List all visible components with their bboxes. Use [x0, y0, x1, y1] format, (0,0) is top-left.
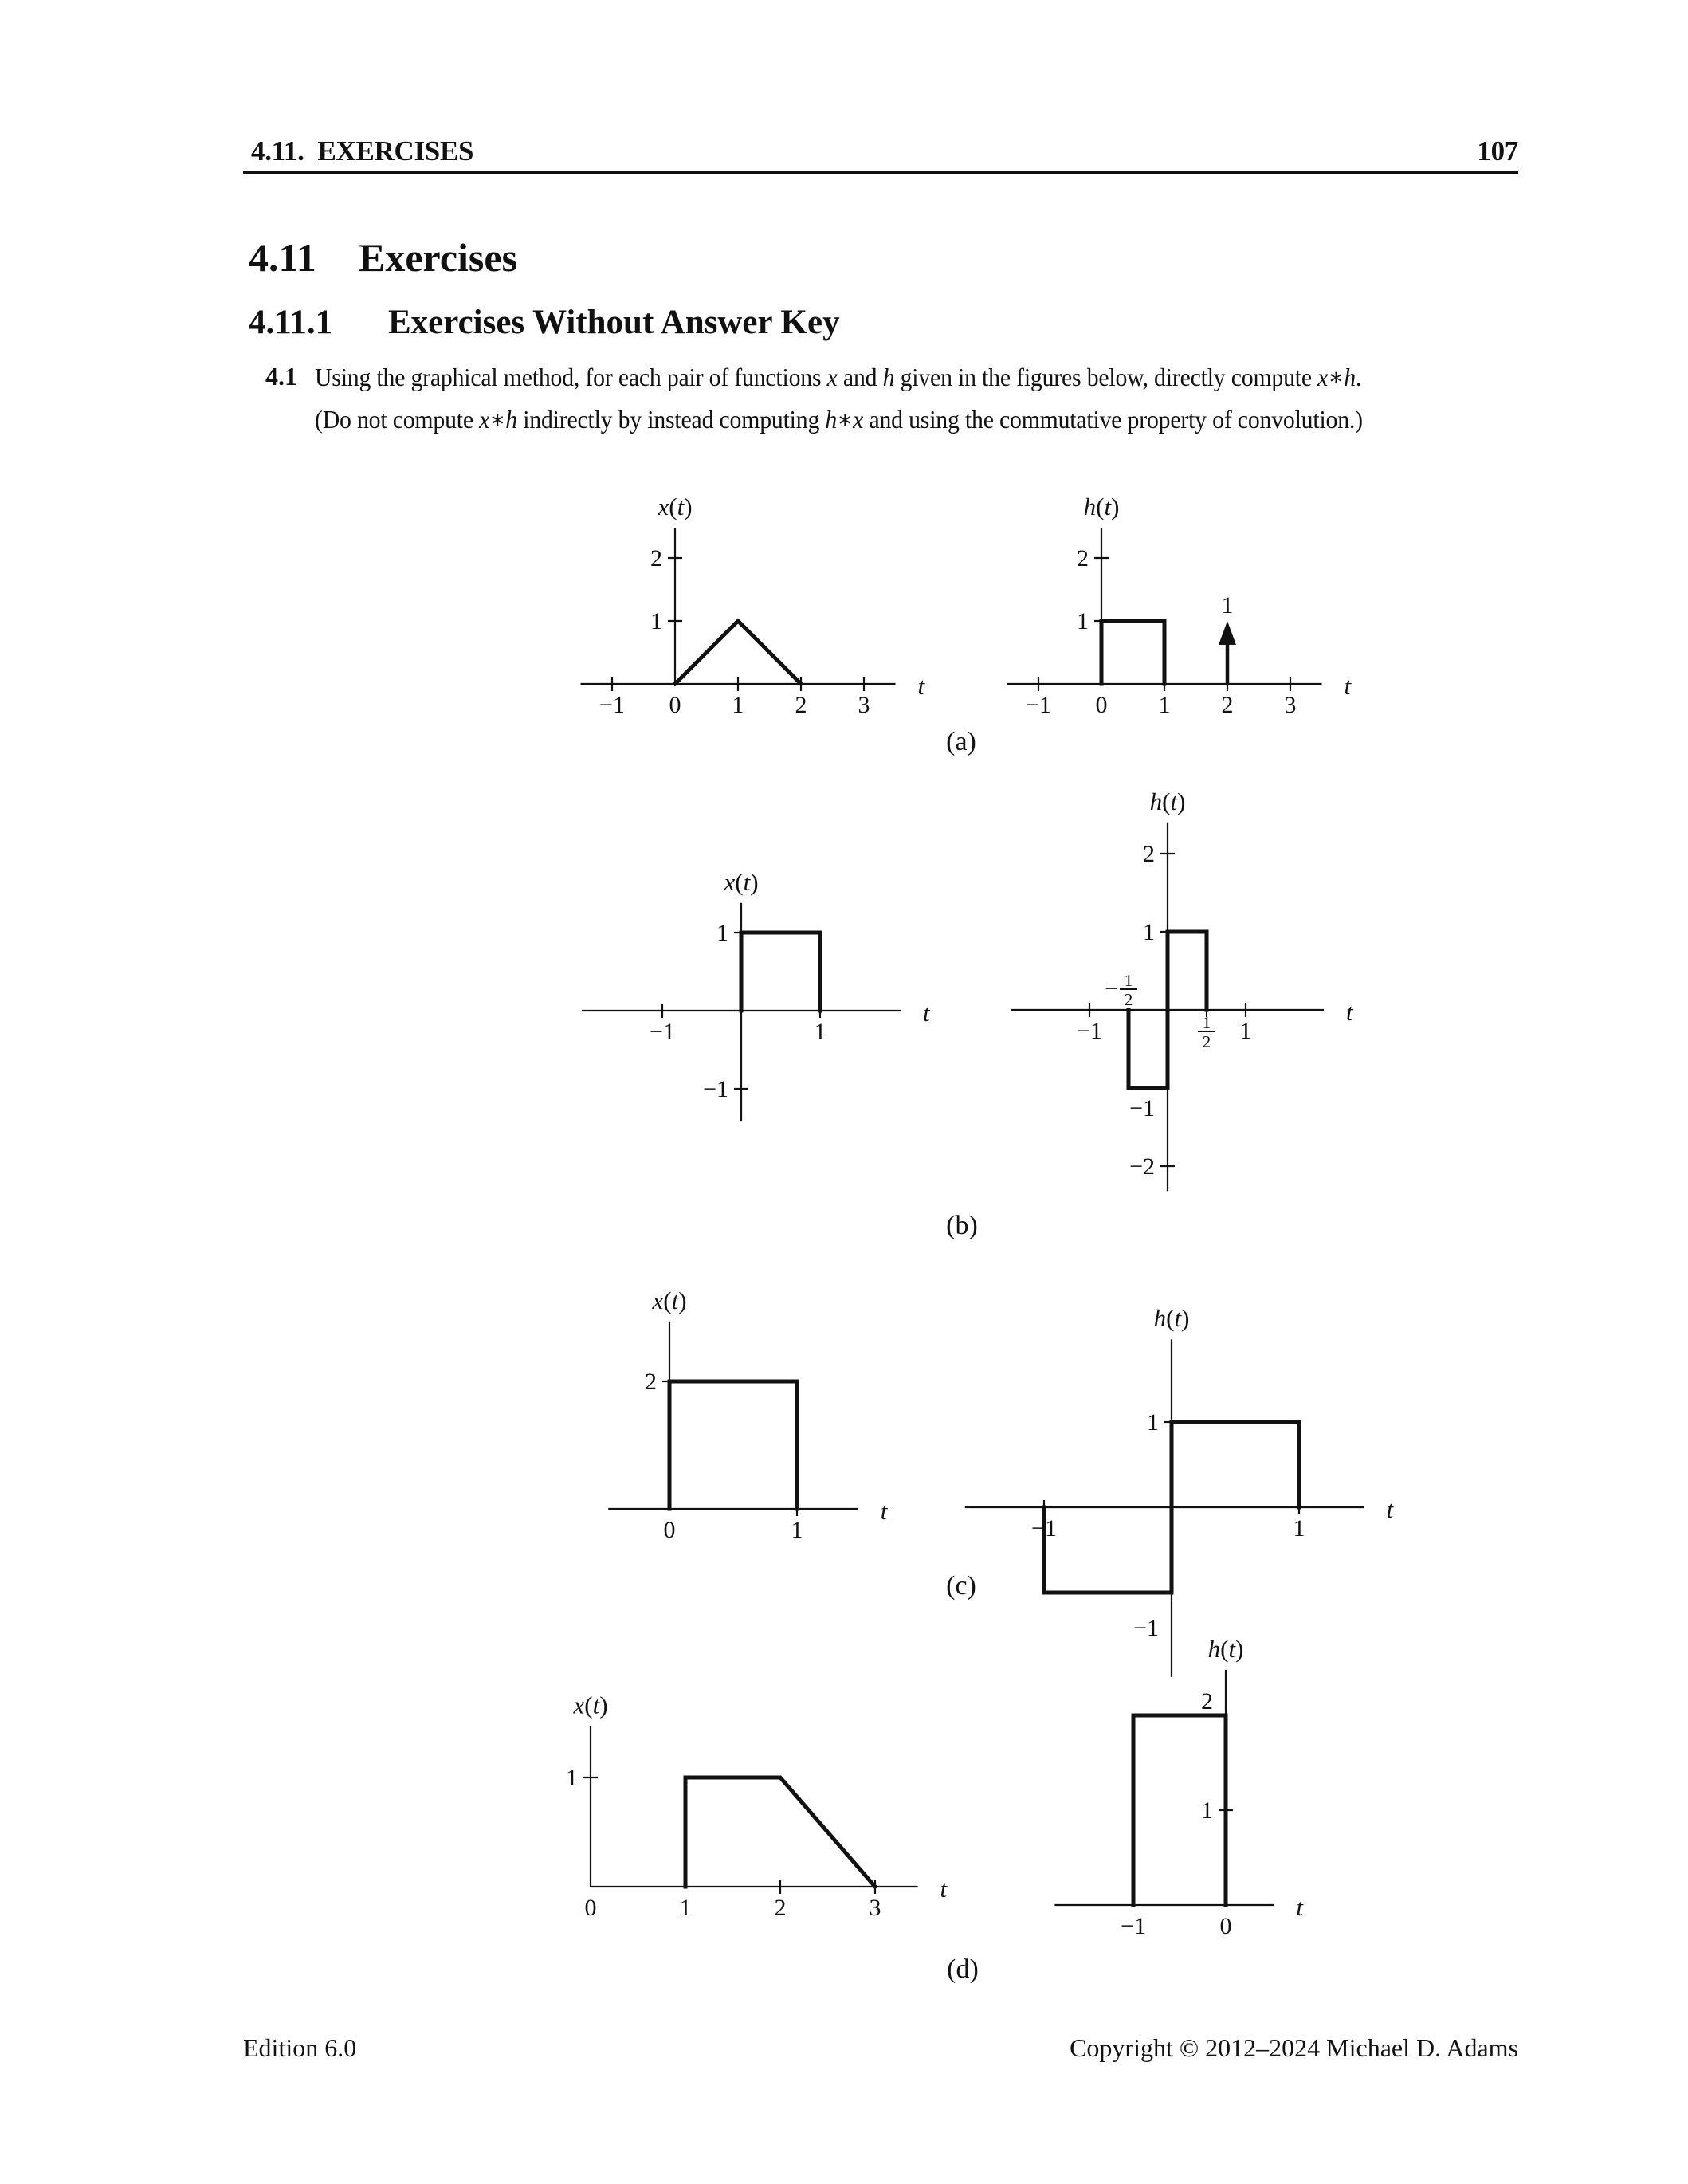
math-var: x [1317, 363, 1329, 391]
math-var: x [479, 405, 490, 434]
y-tick-label: 2 [645, 1369, 657, 1395]
math-var: x [853, 405, 864, 434]
x-tick-label: 2 [1221, 692, 1234, 718]
exercise-number: 4.1 [265, 362, 297, 391]
text-run: . [1355, 363, 1362, 391]
signal-curve [1101, 621, 1164, 684]
figure-caption-d: (d) [947, 1954, 979, 1984]
x-axis-name-d_x: t [940, 1875, 948, 1903]
x-tick-label: 2 [774, 1895, 787, 1921]
figure-caption-a: (a) [946, 727, 976, 756]
text-run: indirectly by instead computing [516, 405, 826, 434]
text-run: Using the graphical method, for each pair of functions [315, 363, 827, 391]
x-tick-label: 1 [1293, 1515, 1305, 1542]
x-tick-label: 1 [679, 1895, 692, 1921]
subsection-title: Exercises Without Answer Key [388, 304, 840, 341]
x-tick-label: 1 [732, 692, 744, 718]
x-tick-label: 3 [1284, 692, 1297, 718]
fraction-denominator: 2 [1124, 990, 1133, 1009]
signal-curve [675, 621, 801, 684]
fraction-denominator: 2 [1202, 1032, 1211, 1051]
x-tick-label: −1 [1077, 1018, 1102, 1044]
x-tick-label: 2 [795, 692, 807, 718]
plot-title-c_x: x(t) [652, 1286, 687, 1314]
figure-caption-c: (c) [946, 1571, 976, 1601]
fraction-numerator: 1 [1124, 971, 1133, 990]
impulse-arrowhead [1219, 621, 1236, 645]
running-header-left: 4.11. EXERCISES [251, 136, 474, 167]
x-axis-name-c_x: t [880, 1497, 888, 1525]
x-tick-label: −1 [1026, 692, 1051, 718]
x-tick-label: −1 [599, 692, 625, 718]
math-var: h [882, 363, 895, 391]
x-axis-name-b_h: t [1346, 998, 1353, 1026]
x-axis-name-a_h: t [1344, 672, 1352, 700]
y-tick-label: 1 [716, 920, 728, 946]
graph-c_x [608, 1286, 889, 1543]
footer-copyright: Copyright © 2012–2024 Michael D. Adams [1070, 2033, 1518, 2062]
text-run: ∗ [837, 405, 854, 434]
math-var: h [505, 405, 517, 434]
signal-curve [685, 1777, 875, 1887]
x-tick-label: 1 [1239, 1018, 1252, 1044]
y-tick-label: 2 [650, 545, 662, 572]
section-title: Exercises [359, 235, 518, 280]
math-var: h [825, 405, 838, 434]
x-tick-label: 3 [869, 1895, 881, 1921]
signal-curve [669, 1381, 797, 1509]
graph-a_x [581, 493, 926, 718]
y-tick-label: −2 [1129, 1153, 1155, 1180]
text-run: and [837, 363, 883, 391]
y-tick-label: 1 [1201, 1797, 1213, 1824]
tick-label-sign: − [1105, 976, 1118, 1002]
y-tick-label: 2 [1201, 1688, 1213, 1715]
x-axis-name-a_x: t [917, 672, 925, 700]
plot-title-d_h: h(t) [1207, 1634, 1244, 1663]
x-axis-name-b_x: t [922, 999, 930, 1027]
y-tick-label: −1 [1133, 1615, 1159, 1641]
x-tick-label: 3 [858, 692, 870, 718]
y-tick-label: 2 [1143, 841, 1155, 867]
footer-edition: Edition 6.0 [243, 2033, 357, 2062]
graph-d_x [566, 1691, 948, 1921]
x-axis-name-c_h: t [1386, 1495, 1394, 1523]
subsection-number: 4.11.1 [249, 304, 333, 341]
x-tick-label: 1 [1158, 692, 1171, 718]
plot-title-b_h: h(t) [1149, 787, 1186, 815]
page-number: 107 [1477, 136, 1518, 167]
y-tick-label: 1 [1147, 1409, 1159, 1436]
x-tick-label: 1 [814, 1019, 826, 1045]
math-var: h [1344, 363, 1356, 391]
x-tick-label: −1 [1031, 1515, 1057, 1542]
x-tick-label: 0 [1219, 1913, 1232, 1939]
plot-title-a_x: x(t) [658, 493, 693, 521]
graph-b_x [582, 868, 931, 1121]
figure-caption-b: (b) [946, 1211, 978, 1240]
y-tick-label: 1 [1077, 608, 1089, 634]
graph-a_h [1007, 493, 1352, 718]
plot-title-a_h: h(t) [1083, 493, 1120, 521]
x-tick-label: 0 [669, 692, 681, 718]
graph-b_h [1011, 788, 1354, 1192]
graph-d_h [1054, 1635, 1304, 1939]
fraction-numerator: 1 [1202, 1013, 1211, 1032]
y-tick-label: 1 [566, 1765, 578, 1791]
y-tick-label: −1 [703, 1076, 728, 1102]
y-tick-label: 1 [1143, 919, 1155, 945]
text-run: ∗ [489, 405, 506, 434]
y-tick-label: 2 [1077, 545, 1089, 572]
x-tick-label: 0 [663, 1517, 676, 1543]
y-tick-label: 1 [650, 608, 662, 634]
graph-c_h [965, 1304, 1395, 1677]
plot-title-b_x: x(t) [724, 867, 759, 896]
math-var: x [826, 363, 838, 391]
x-tick-label: −1 [650, 1019, 675, 1045]
plot-title-d_x: x(t) [573, 1691, 608, 1719]
x-tick-label: −1 [1121, 1913, 1146, 1939]
x-axis-name-d_h: t [1296, 1893, 1303, 1921]
y-tick-label: −1 [1129, 1095, 1155, 1121]
text-run: (Do not compute [315, 405, 480, 434]
text-run: and using the commutative property of convolution.) [863, 405, 1363, 434]
text-run: ∗ [1328, 363, 1345, 391]
x-tick-label: 0 [584, 1895, 597, 1921]
x-tick-label: 1 [791, 1517, 803, 1543]
impulse-weight-label: 1 [1221, 592, 1234, 619]
section-number: 4.11 [249, 235, 316, 280]
x-tick-label: 0 [1095, 692, 1108, 718]
text-run: given in the figures below, directly compute [894, 363, 1318, 391]
plot-title-c_h: h(t) [1153, 1304, 1190, 1333]
signal-curve [741, 933, 820, 1011]
